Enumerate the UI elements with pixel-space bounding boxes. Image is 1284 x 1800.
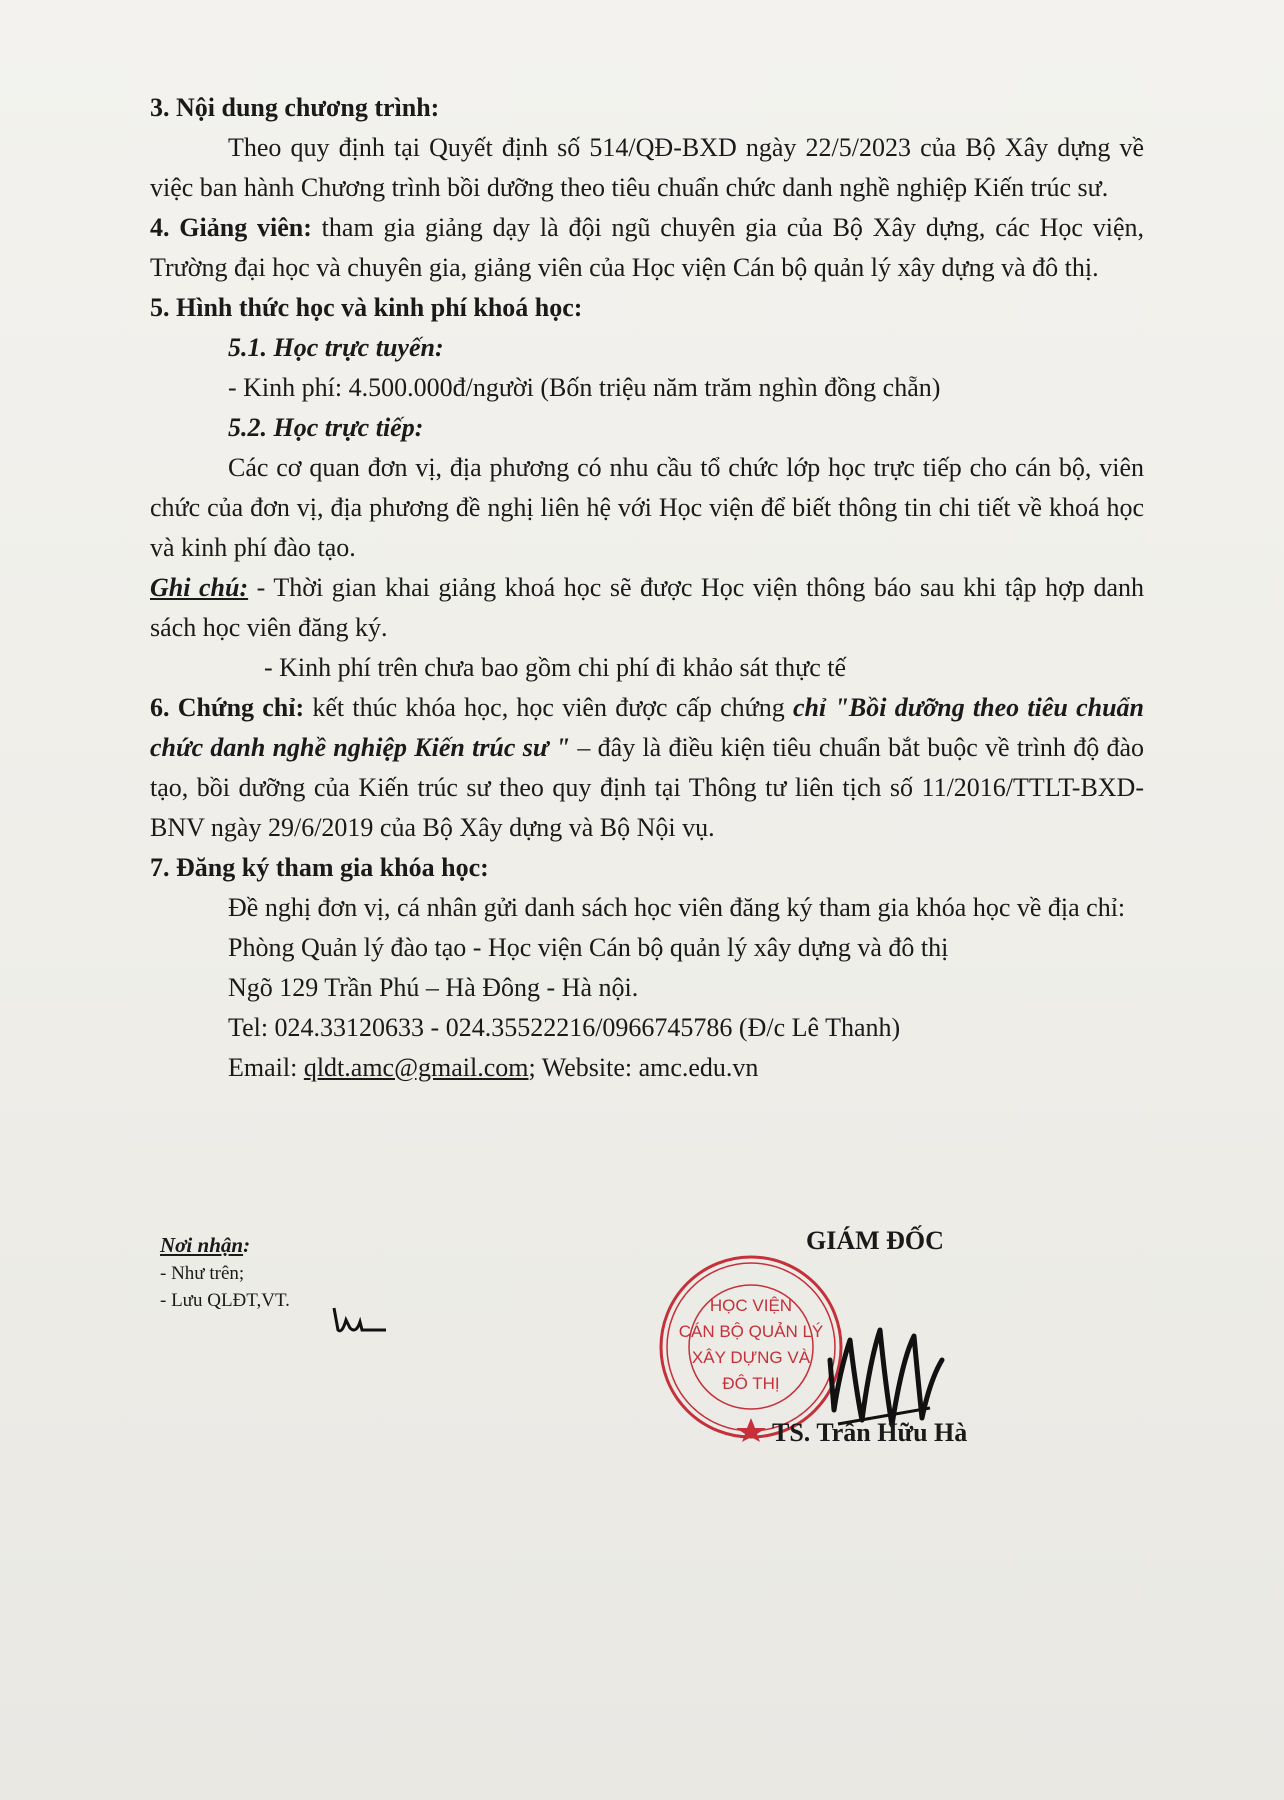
- signer-name: TS. Trần Hữu Hà: [772, 1418, 968, 1447]
- recipient-item: - Như trên;: [160, 1263, 245, 1284]
- section-4: [150, 208, 1144, 288]
- section-6-intro: kết thúc khóa học, học viên được cấp chứng: [304, 693, 794, 722]
- section-6: [150, 688, 1144, 848]
- office-name: Phòng Quản lý đào tạo - Học viện Cán bộ quản lý xây dựng và đô thị: [228, 933, 949, 962]
- note: [150, 568, 1144, 648]
- signature-block: [0, 1220, 1284, 1460]
- document-body: [150, 88, 1144, 1088]
- note-label: Ghi chú:: [150, 573, 249, 602]
- recipients-title: Nơi nhận: [160, 1233, 244, 1257]
- section-7-heading: 7. Đăng ký tham gia khóa học:: [150, 853, 489, 882]
- recipient-item: - Lưu QLĐT,VT.: [160, 1290, 290, 1311]
- section-7-body: Đề nghị đơn vị, cá nhân gửi danh sách học viên đăng ký tham gia khóa học về địa chỉ:: [228, 893, 1126, 922]
- initial-signature: [330, 1300, 390, 1340]
- note-line-2: - Kinh phí trên chưa bao gồm chi phí đi khảo sát thực tế: [264, 653, 846, 682]
- certificate-name: chỉ "Bồi dưỡng theo tiêu chuẩn chức danh nghề nghiệp Kiến trúc sư ": [150, 693, 1144, 762]
- signer-title: GIÁM ĐỐC: [806, 1226, 944, 1255]
- section-3-heading: 3. Nội dung chương trình:: [150, 93, 440, 122]
- office-address: Ngõ 129 Trần Phú – Hà Đông - Hà nội.: [228, 973, 639, 1002]
- contact-line: Email: qldt.amc@gmail.com; Website: amc.edu.vn: [228, 1053, 759, 1082]
- section-6-label: 6. Chứng chỉ:: [150, 693, 305, 722]
- direct-body: Các cơ quan đơn vị, địa phương có nhu cầu tổ chức lớp học trực tiếp cho cán bộ, viên chức của đơn vị, địa phương đề nghị liên hệ với Học viện để biết thông tin chi tiết về khoá học và kinh phí đào tạo.: [150, 453, 1144, 562]
- recipients: Nơi nhận: - Như trên; - Lưu QLĐT,VT.: [160, 1232, 290, 1314]
- section-6-tail: – đây là điều kiện tiêu chuẩn bắt buộc về trình độ đào tạo, bồi dưỡng của Kiến trúc sư theo quy định tại Thông tư liên tịch số 11/2016/TTLT-BXD-BNV ngày 29/6/2019 của Bộ Xây dựng và Bộ Nội vụ.: [150, 733, 1145, 842]
- website-text: ; Website: amc.edu.vn: [528, 1053, 759, 1082]
- stamp-text: HỌC VIỆN CÁN BỘ QUẢN LÝ XÂY DỰNG VÀ ĐÔ THỊ: [678, 1296, 824, 1393]
- section-4-label: 4. Giảng viên:: [150, 213, 312, 242]
- direct-title: 5.2. Học trực tiếp:: [228, 413, 424, 442]
- office-tel: Tel: 024.33120633 - 024.35522216/0966745786 (Đ/c Lê Thanh): [228, 1013, 901, 1042]
- section-3-body: Theo quy định tại Quyết định số 514/QĐ-BXD ngày 22/5/2023 của Bộ Xây dựng về việc ban hành Chương trình bồi dưỡng theo tiêu chuẩn chức danh nghề nghiệp Kiến trúc sư.: [150, 133, 1144, 202]
- online-title: 5.1. Học trực tuyến:: [228, 333, 444, 362]
- email-link[interactable]: qldt.amc@gmail.com: [303, 1053, 529, 1082]
- section-5-heading: 5. Hình thức học và kinh phí khoá học:: [150, 293, 583, 322]
- note-line-1: - Thời gian khai giảng khoá học sẽ được Học viện thông báo sau khi tập hợp danh sách học viên đăng ký.: [150, 573, 1145, 642]
- online-fee: - Kinh phí: 4.500.000đ/người (Bốn triệu năm trăm nghìn đồng chẵn): [228, 373, 941, 402]
- section-4-body: tham gia giảng dạy là đội ngũ chuyên gia của Bộ Xây dựng, các Học viện, Trường đại học và chuyên gia, giảng viên của Học viện Cán bộ quản lý xây dựng và đô thị.: [150, 213, 1145, 282]
